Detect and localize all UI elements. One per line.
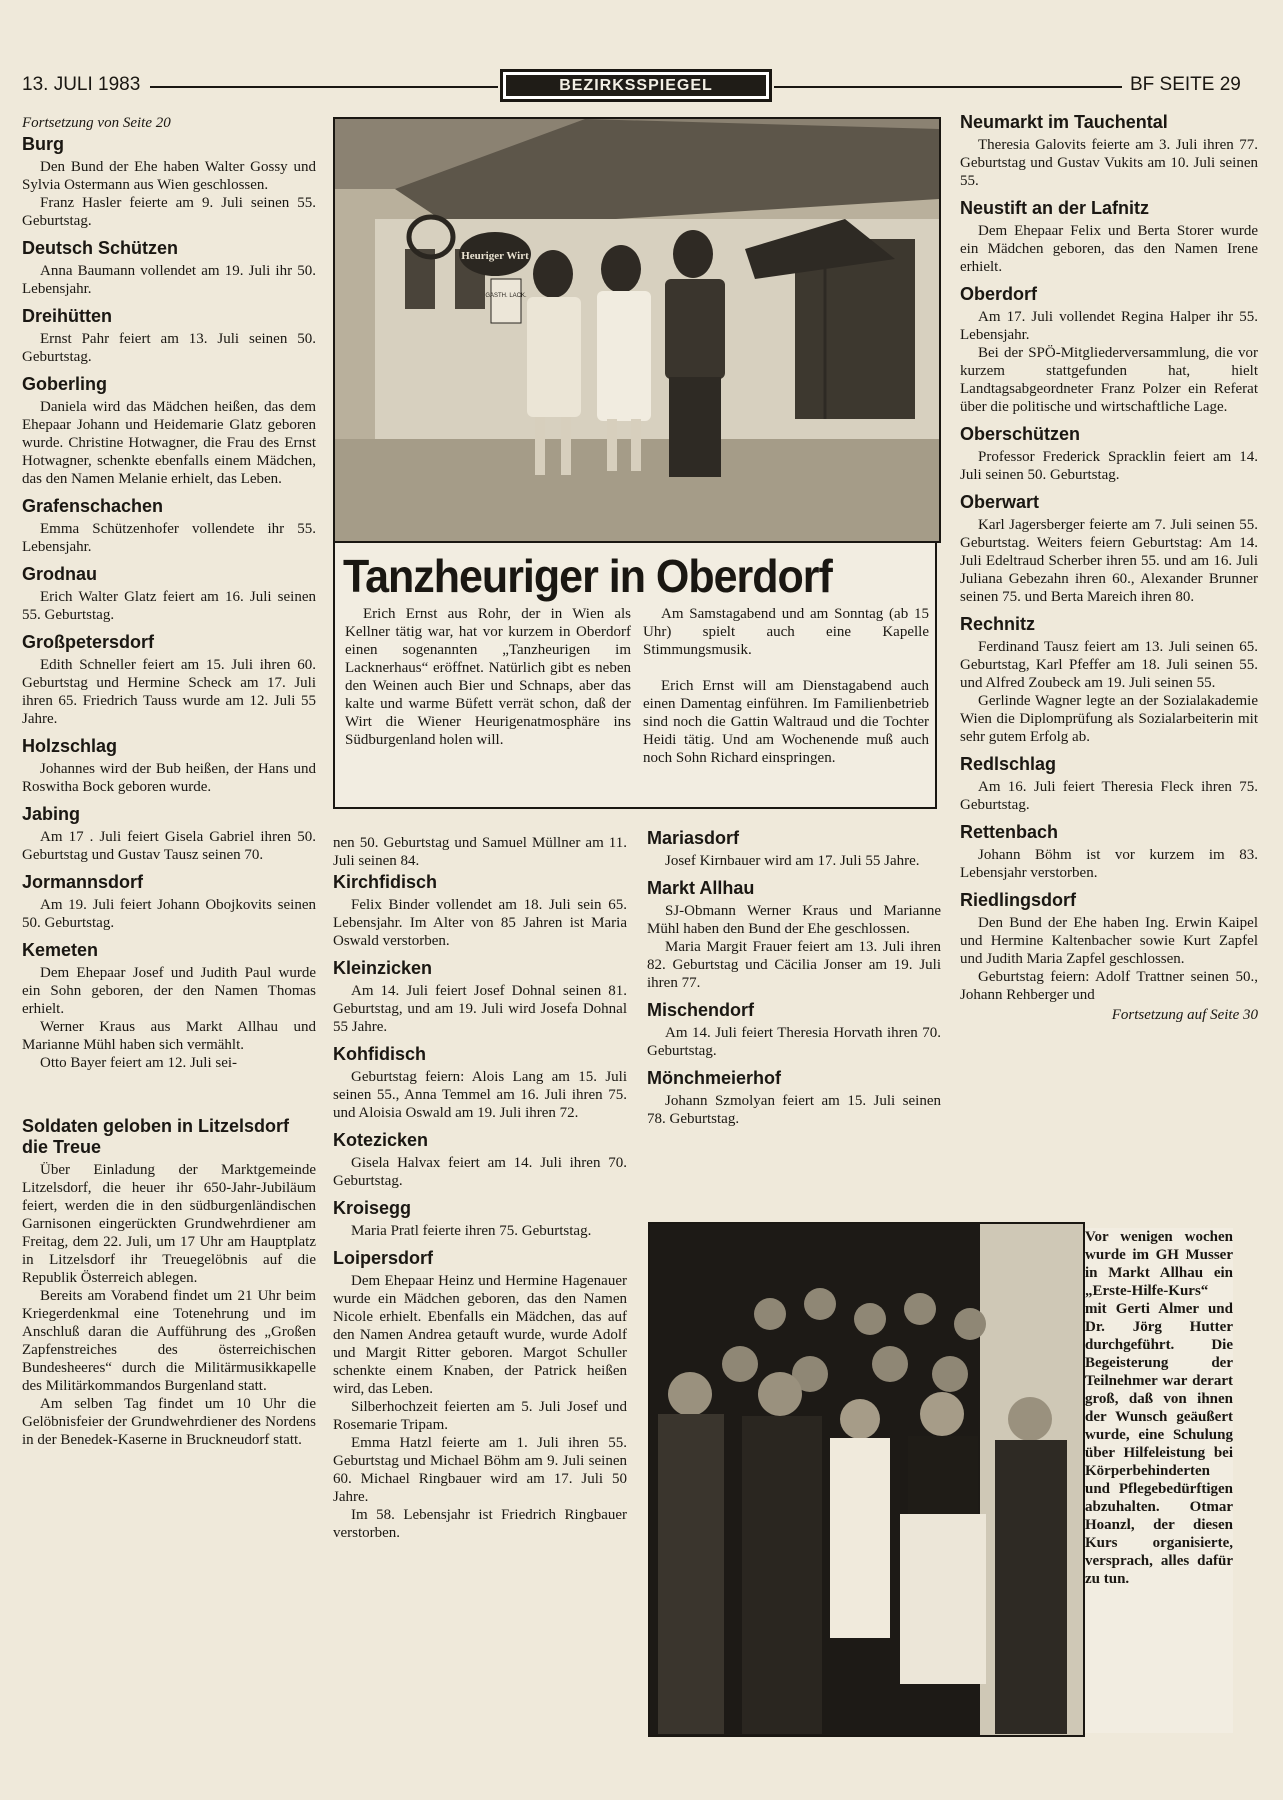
continued-to: Fortsetzung auf Seite 30 xyxy=(1111,1007,1258,1023)
place-heading: Oberwart xyxy=(960,492,1040,512)
place-heading: Rettenbach xyxy=(960,822,1059,842)
news-item-text: Johannes wird der Bub heißen, der Hans und Roswitha Bock geboren wurde. xyxy=(22,761,316,795)
news-item-text: SJ-Obmann Werner Kraus und Marianne Mühl haben den Bund der Ehe geschlossen. xyxy=(647,903,941,937)
person-3-head xyxy=(673,230,713,278)
column-1 xyxy=(22,114,316,1449)
news-item-text: Gerlinde Wagner legte an der Sozialakademie Wien die Diplomprüfung als Sozialarbeiterin mit sehr gutem Erfolg ab. xyxy=(960,693,1258,745)
place-heading: Loipersdorf xyxy=(333,1248,434,1268)
place-heading: Großpetersdorf xyxy=(22,632,155,652)
gasthaus-board-text: GASTH. LACK. xyxy=(485,293,527,299)
news-item-text: Am 14. Juli feiert Theresia Horvath ihren 70. Geburtstag. xyxy=(647,1025,941,1059)
tanzheuriger-photo xyxy=(333,117,941,543)
news-item-text: Johann Böhm ist vor kurzem im 83. Lebensjahr verstorben. xyxy=(960,847,1258,881)
feature-right-column xyxy=(643,605,929,785)
person-3-body xyxy=(665,279,725,379)
place-heading: Mariasdorf xyxy=(647,828,740,848)
news-item-text: Den Bund der Ehe haben Ing. Erwin Kaipel und Hermine Kaltenbacher sowie Kurt Zapfel und Judith Maria Zapfel geschlossen. xyxy=(960,915,1258,967)
col3-items xyxy=(647,828,941,1128)
place-heading: Neustift an der Lafnitz xyxy=(960,198,1150,218)
news-item-text: Am 16. Juli feiert Theresia Fleck ihren 75. Geburtstag. xyxy=(960,779,1258,813)
section-label: BEZIRKSSPIEGEL xyxy=(506,75,766,96)
place-heading: Neumarkt im Tauchental xyxy=(960,112,1168,132)
photo-illustration xyxy=(335,119,939,541)
erste-hilfe-photo xyxy=(648,1222,1085,1737)
news-item-text: Im 58. Lebensjahr ist Friedrich Ringbauer verstorben. xyxy=(333,1507,627,1541)
header-rule-right xyxy=(774,86,1122,88)
place-heading: Oberdorf xyxy=(960,284,1038,304)
tanzheuriger-headline: Tanzheuriger in Oberdorf xyxy=(343,551,832,603)
section-kicker xyxy=(500,69,772,102)
news-item-text: Silberhochzeit feierten am 5. Juli Josef und Rosemarie Tripam. xyxy=(333,1399,627,1433)
place-heading: Kohfidisch xyxy=(333,1044,426,1064)
article-paragraph: Über Einladung der Marktgemeinde Litzelsdorf, die heuer ihr 650-Jahr-Jubiläum feiert, werden die in den südburgenländischen Garnisonen eingerückten Grundwehrdiener am Freitag, dem 22. Juli, um 17 Uhr am Hauptplatz in Litzelsdorf ihr Treuegelöbnis auf die Republik Österreich ablegen. xyxy=(22,1162,316,1286)
person-1-leg xyxy=(561,417,571,475)
news-item-text: Am 17 . Juli feiert Gisela Gabriel ihren 50. Geburtstag und Gustav Tausz seinen 70. xyxy=(22,829,316,863)
place-heading: Kirchfidisch xyxy=(333,872,438,892)
place-heading: Redlschlag xyxy=(960,754,1057,774)
person-3-legs xyxy=(669,377,721,477)
news-item-text: Bei der SPÖ-Mitgliederversammlung, die vor kurzem stattgefunden hat, hielt Landtagsabgeordneter Franz Polzer ein Referat über die politische und wirtschaftliche Lage. xyxy=(960,345,1258,415)
place-heading: Holzschlag xyxy=(22,736,118,756)
place-heading: Kleinzicken xyxy=(333,958,433,978)
news-item-text: Karl Jagersberger feierte am 7. Juli seinen 55. Geburtstag. Weiters feiern Geburtstag: Am 14. Juli Edeltraud Scherber ihren 55. und am 16. Juli Juliana Gebezahn ihren 60., Alexander Brunner seinen 75. und Berta Mareich ihren 80. xyxy=(960,517,1258,605)
col2-lead: nen 50. Geburtstag und Samuel Müllner am 11. Juli seinen 84. xyxy=(333,835,627,869)
person-2-body xyxy=(597,291,651,421)
news-item-text: Professor Frederick Spracklin feiert am 14. Juli seinen 50. Geburtstag. xyxy=(960,449,1258,483)
feature-paragraph: Am Samstagabend und am Sonntag (ab 15 Uhr) spielt auch eine Kapelle Stimmungsmusik. xyxy=(643,606,929,658)
news-item-text: Am 19. Juli feiert Johann Obojkovits seinen 50. Geburtstag. xyxy=(22,897,316,931)
place-heading: Riedlingsdorf xyxy=(960,890,1076,910)
person-2-leg xyxy=(607,419,617,471)
issue-date: 13. JULI 1983 xyxy=(22,74,141,95)
news-item-text: Werner Kraus aus Markt Allhau und Marianne Mühl haben sich vermählt. xyxy=(22,1019,316,1053)
news-item-text: Emma Schützenhofer vollendete ihr 55. Lebensjahr. xyxy=(22,521,316,555)
person-1-leg xyxy=(535,417,545,475)
place-heading: Grodnau xyxy=(22,564,97,584)
page-number: BF SEITE 29 xyxy=(1130,74,1241,95)
news-item-text: Felix Binder vollendet am 18. Juli sein 65. Lebensjahr. Im Alter von 85 Jahren ist Maria Oswald verstorben. xyxy=(333,897,627,949)
tanzheuriger-article xyxy=(333,541,937,809)
column-3 xyxy=(647,828,941,1128)
news-item-text: Geburtstag feiern: Alois Lang am 15. Juli seinen 55., Anna Temmel am 16. Juli ihren 75. und Aloisia Oswald am 19. Juli ihren 72. xyxy=(333,1069,627,1121)
news-item-text: Emma Hatzl feierte am 1. Juli ihren 55. Geburtstag und Michael Böhm am 9. Juli seinen 60. Michael Ringbauer wird am 17. Juli 50 Jahre. xyxy=(333,1435,627,1505)
place-heading: Rechnitz xyxy=(960,614,1036,634)
erste-hilfe-caption: Vor wenigen wochen wurde im GH Musser in Markt Allhau ein „Erste-Hilfe-Kurs“ mit Gerti Almer und Dr. Jörg Hutter durchgeführt. Die Begeisterung der Teilnehmer war derart groß, daß von ihnen der Wunsch geäußert wurde, eine Schulung über Hilfeleistung bei Körperbehinderten und Pflegebedürftigen abzuhalten. Otmar Hoanzl, der diesen Kurs organisierte, versprach, alles dafür zu tun. xyxy=(1085,1228,1233,1733)
gasthaus-board xyxy=(491,279,521,323)
heuriger-sign-text: Heuriger Wirt xyxy=(461,250,529,262)
news-item-text: Maria Margit Frauer feiert am 13. Juli ihren 82. Geburtstag und Cäcilia Jonser am 19. Juli ihren 77. xyxy=(647,939,941,991)
group-photo-illustration xyxy=(650,1224,1083,1735)
news-item-text: Geburtstag feiern: Adolf Trattner seinen 50., Johann Rehberger und xyxy=(960,969,1258,1003)
news-item-text: Otto Bayer feiert am 12. Juli sei- xyxy=(40,1055,238,1071)
news-item-text: Erich Walter Glatz feiert am 16. Juli seinen 55. Geburtstag. xyxy=(22,589,316,623)
news-item-text: Dem Ehepaar Josef und Judith Paul wurde ein Sohn geboren, der den Namen Thomas erhielt. xyxy=(22,965,316,1017)
place-heading: Dreihütten xyxy=(22,306,112,326)
news-item-text: Theresia Galovits feierte am 3. Juli ihren 77. Geburtstag und Gustav Vukits am 10. Juli seinen 55. xyxy=(960,137,1258,189)
feature-paragraph: Erich Ernst will am Dienstagabend auch einen Damentag einführen. Im Familienbetrieb sind noch die Gattin Waltraud und die Tochter Heidi tätig. Und am Wochenende muß auch noch Sohn Richard einspringen. xyxy=(643,678,929,766)
news-item-text: Josef Kirnbauer wird am 17. Juli 55 Jahre. xyxy=(665,853,920,869)
news-item-text: Dem Ehepaar Felix und Berta Storer wurde ein Mädchen geboren, das den Namen Irene erhielt. xyxy=(960,223,1258,275)
column-4 xyxy=(960,110,1258,1024)
news-item-text: Ernst Pahr feiert am 13. Juli seinen 50. Geburtstag. xyxy=(22,331,316,365)
news-item-text: Johann Szmolyan feiert am 15. Juli seinen 78. Geburtstag. xyxy=(647,1093,941,1127)
news-item-text: Ferdinand Tausz feiert am 13. Juli seinen 65. Geburtstag, Karl Pfeffer am 18. Juli seinen 55. und Alfred Zoubeck am 19. Juli seinen 55. xyxy=(960,639,1258,691)
place-heading: Mischendorf xyxy=(647,1000,755,1020)
place-heading: Deutsch Schützen xyxy=(22,238,179,258)
feature-left-column xyxy=(345,605,631,767)
col1-items xyxy=(22,134,316,1072)
article-paragraph: Bereits am Vorabend findet um 21 Uhr beim Kriegerdenkmal eine Totenehrung und im Anschluß daran die Aufführung des „Großen Zapfenstreiches des österreichischen Bundesheeres“ durch die Militärmusikkapelle des Militärkommandos Burgenland statt. xyxy=(22,1288,316,1394)
place-heading: Oberschützen xyxy=(960,424,1081,444)
feature-paragraph: Erich Ernst aus Rohr, der in Wien als Kellner tätig war, hat vor kurzem in Oberdorf einen sogenannten „Tanzheurigen im Lacknerhaus“ eröffnet. Natürlich gibt es neben den Weinen auch Bier und Schnaps, aber das kalte und warme Büfett verrät schon, daß der Wirt die Wiener Heurigenatmosphäre ins Südburgenland holen will. xyxy=(345,606,631,748)
place-heading: Kroisegg xyxy=(333,1198,412,1218)
news-item-text: Den Bund der Ehe haben Walter Gossy und Sylvia Ostermann aus Wien geschlossen. xyxy=(22,159,316,193)
place-heading: Kemeten xyxy=(22,940,99,960)
article-paragraph: Am selben Tag findet um 10 Uhr die Gelöbnisfeier der Grundwehrdiener des Nordens in der Benedek-Kaserne in Bruckneudorf statt. xyxy=(22,1396,316,1448)
col2-items xyxy=(333,872,627,1542)
place-heading: Kotezicken xyxy=(333,1130,429,1150)
place-heading: Mönchmeierhof xyxy=(647,1068,782,1088)
news-item-text: Franz Hasler feierte am 9. Juli seinen 55. Geburtstag. xyxy=(22,195,316,229)
place-heading: Goberling xyxy=(22,374,107,394)
person-2-leg xyxy=(631,419,641,471)
news-item-text: Daniela wird das Mädchen heißen, das dem Ehepaar Johann und Heidemarie Glatz geboren wurde. Christine Hotwagner, die Frau des Ernst Hotwagner, schenkte ebenfalls einem Mädchen, das den Namen Melanie erhielt, das Leben. xyxy=(22,399,316,487)
header-rule-left xyxy=(150,86,498,88)
column-2 xyxy=(333,834,627,1542)
place-heading: Jormannsdorf xyxy=(22,872,144,892)
person-1-body xyxy=(527,297,581,417)
person-1-head xyxy=(533,250,573,298)
news-item-text: Dem Ehepaar Heinz und Hermine Hagenauer wurde ein Mädchen geboren, das den Namen Nicole erhielt. Ebenfalls ein Mädchen, das auf den Namen Andrea getauft wurde, wurde Adolf und Margit Ritter geboren. Margot Schuller schenkte einem Knaben, der Patrick heißen wird, das Leben. xyxy=(333,1273,627,1397)
place-heading: Jabing xyxy=(22,804,81,824)
continued-from: Fortsetzung von Seite 20 xyxy=(22,115,171,131)
soldaten-article xyxy=(22,1161,316,1449)
news-item-text: Anna Baumann vollendet am 19. Juli ihr 50. Lebensjahr. xyxy=(22,263,316,297)
place-heading: Grafenschachen xyxy=(22,496,164,516)
soldaten-headline: Soldaten geloben in Litzelsdorf die Treue xyxy=(22,1116,290,1157)
news-item-text: Maria Pratl feierte ihren 75. Geburtstag. xyxy=(351,1223,592,1239)
news-item-text: Edith Schneller feiert am 15. Juli ihren 60. Geburtstag und Hermine Scheck am 17. Juli ihren 65. Friedrich Tauss wurde am 12. Juli 55 Jahre. xyxy=(22,657,316,727)
col4-items xyxy=(960,112,1258,1004)
person-2-head xyxy=(601,245,641,293)
place-heading: Burg xyxy=(22,134,64,154)
news-item-text: Am 17. Juli vollendet Regina Halper ihr 55. Lebensjahr. xyxy=(960,309,1258,343)
place-heading: Markt Allhau xyxy=(647,878,755,898)
news-item-text: Gisela Halvax feiert am 14. Juli ihren 70. Geburtstag. xyxy=(333,1155,627,1189)
news-item-text: Am 14. Juli feiert Josef Dohnal seinen 81. Geburtstag, und am 19. Juli wird Josefa Dohnal 55 Jahre. xyxy=(333,983,627,1035)
